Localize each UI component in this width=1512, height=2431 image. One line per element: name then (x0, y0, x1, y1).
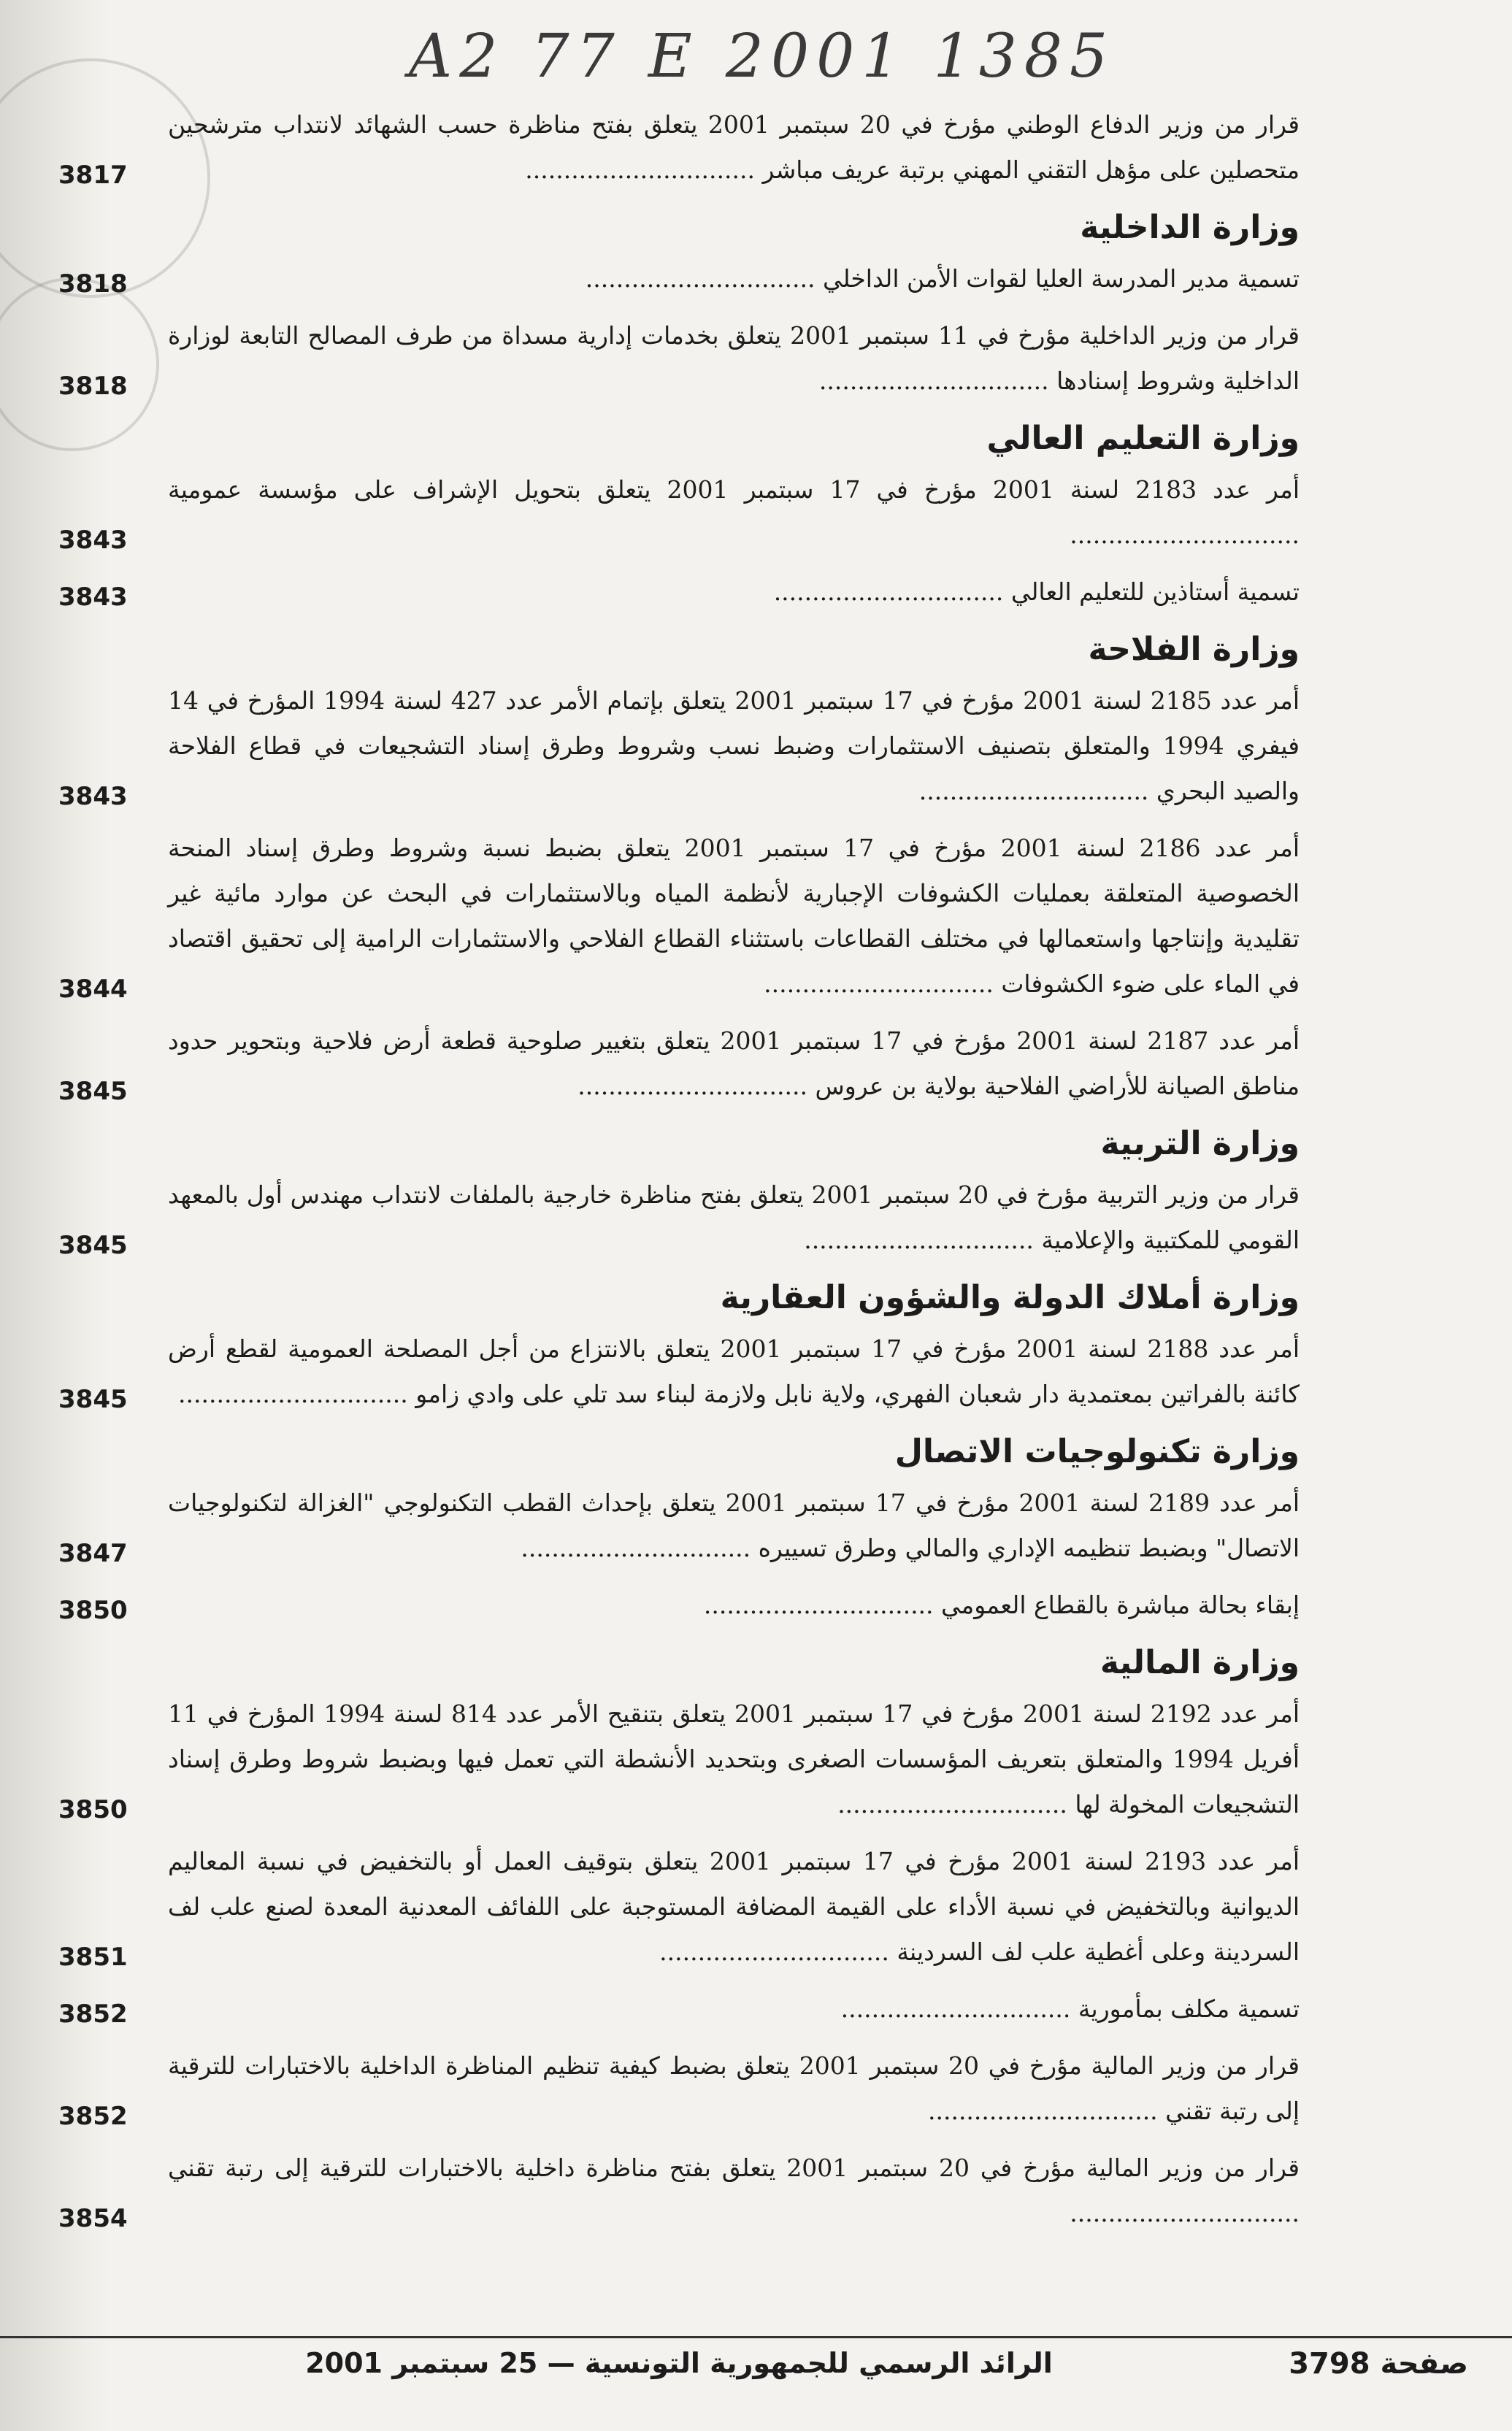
section-title: وزارة المالية (1100, 1644, 1300, 1681)
entry-text: أمر عدد 2187 لسنة 2001 مؤرخ في 17 سبتمبر 2001 يتعلق بتغيير صلوحية قطعة أرض فلاحية وبتحوير حدود مناطق الصيانة للأراضي الفلاحية بولاية بن عروس ..... (168, 1018, 1300, 1109)
entry-text: قرار من وزير التربية مؤرخ في 20 سبتمبر 2001 يتعلق بفتح مناظرة خارجية بالملفات لانتداب مهندس أول بالمعهد القومي للمكتبية والإعلامية ..... (168, 1172, 1300, 1263)
section-title: وزارة الفلاحة (1088, 631, 1300, 668)
entry-text: أمر عدد 2192 لسنة 2001 مؤرخ في 17 سبتمبر 2001 يتعلق بتنقيح الأمر عدد 814 لسنة 1994 المؤرخ في 11 أفريل 1994 والمتعلق بتعريف المؤسسات الصغرى وبتحديد الأنشطة التي تعمل فيها وبضبط شروط وطرق إسناد التشجيعات المخولة لها ..... (168, 1691, 1300, 1827)
toc-entry (58, 2043, 1300, 2134)
section-title: وزارة أملاك الدولة والشؤون العقارية (720, 1279, 1300, 1316)
section-block (58, 631, 1300, 1109)
section-title: وزارة التعليم العالي (986, 420, 1300, 457)
entry-text: إبقاء بحالة مباشرة بالقطاع العمومي ..... (168, 1583, 1300, 1628)
table-of-contents (58, 102, 1300, 2248)
entry-text: أمر عدد 2188 لسنة 2001 مؤرخ في 17 سبتمبر 2001 يتعلق بالانتزاع من أجل المصلحة العمومية لقطع أرض كائنة بالفراتين بمعتمدية دار شعبان الفهري، ولاية نابل ولازمة لبناء سد تلي على وادي زامو ..... (168, 1326, 1300, 1417)
toc-entry (58, 1986, 1300, 2032)
entry-page-number: 3818 (58, 269, 128, 299)
entry-text: قرار من وزير المالية مؤرخ في 20 سبتمبر 2001 يتعلق بفتح مناظرة داخلية بالاختبارات للترقية إلى رتبة تقني ..... (168, 2146, 1300, 2236)
page-footer (0, 2347, 1512, 2398)
toc-entry (58, 1018, 1300, 1109)
entry-text: أمر عدد 2183 لسنة 2001 مؤرخ في 17 سبتمبر 2001 يتعلق بتحويل الإشراف على مؤسسة عمومية ..... (168, 467, 1300, 558)
toc-entry (58, 467, 1300, 558)
entry-page-number: 3854 (58, 2204, 128, 2233)
section-block (58, 1433, 1300, 1628)
entry-page-number: 3851 (58, 1943, 128, 1972)
toc-entry (58, 1172, 1300, 1263)
entry-page-number: 3843 (58, 583, 128, 612)
toc-entry (58, 1583, 1300, 1628)
entry-page-number: 3847 (58, 1539, 128, 1568)
section-title: وزارة التربية (1100, 1125, 1300, 1162)
entry-page-number: 3845 (58, 1231, 128, 1260)
toc-entry (58, 1691, 1300, 1827)
entry-text: قرار من وزير المالية مؤرخ في 20 سبتمبر 2001 يتعلق بضبط كيفية تنظيم المناظرة الداخلية بالاختبارات للترقية إلى رتبة تقني ..... (168, 2043, 1300, 2134)
entry-text: قرار من وزير الداخلية مؤرخ في 11 سبتمبر 2001 يتعلق بخدمات إدارية مسداة من طرف المصالح التابعة لوزارة الداخلية وشروط إسنادها ..... (168, 313, 1300, 404)
entry-page-number: 3845 (58, 1385, 128, 1414)
toc-entry (58, 569, 1300, 615)
entry-page-number: 3845 (58, 1077, 128, 1106)
section-block (58, 209, 1300, 404)
entry-page-number: 3843 (58, 782, 128, 811)
entry-text: تسمية مكلف بمأمورية ..... (168, 1986, 1300, 2032)
toc-entry (58, 102, 1300, 193)
handwritten-reference: A2 77 E 2001 1385 (409, 22, 1116, 91)
entry-page-number: 3850 (58, 1795, 128, 1824)
entry-page-number: 3843 (58, 526, 128, 555)
toc-entry (58, 826, 1300, 1007)
section-block (58, 102, 1300, 193)
entry-page-number: 3852 (58, 2000, 128, 2029)
toc-entry (58, 256, 1300, 302)
toc-entry (58, 313, 1300, 404)
entry-text: أمر عدد 2185 لسنة 2001 مؤرخ في 17 سبتمبر 2001 يتعلق بإتمام الأمر عدد 427 لسنة 1994 المؤرخ في 14 فيفري 1994 والمتعلق بتصنيف الاستثمارات وضبط نسب وشروط وطرق إسناد التشجيعات في قطاع الفلاحة والصيد البحري ..... (168, 678, 1300, 814)
toc-entry (58, 2146, 1300, 2236)
section-title: وزارة تكنولوجيات الاتصال (894, 1433, 1300, 1470)
section-block (58, 420, 1300, 615)
entry-page-number: 3852 (58, 2102, 128, 2131)
entry-page-number: 3818 (58, 372, 128, 401)
footer-divider (0, 2336, 1512, 2338)
section-block (58, 1644, 1300, 2236)
toc-entry (58, 1481, 1300, 1571)
toc-entry (58, 1839, 1300, 1975)
footer-page-number: صفحة 3798 (1289, 2347, 1468, 2381)
footer-journal-title: الرائد الرسمي للجمهورية التونسية — 25 سبتمبر 2001 (305, 2347, 1053, 2379)
section-title: وزارة الداخلية (1080, 209, 1300, 246)
entry-page-number: 3850 (58, 1596, 128, 1625)
entry-text: قرار من وزير الدفاع الوطني مؤرخ في 20 سبتمبر 2001 يتعلق بفتح مناظرة حسب الشهائد لانتداب مترشحين متحصلين على مؤهل التقني المهني برتبة عريف مباشر ..... (168, 102, 1300, 193)
toc-entry (58, 1326, 1300, 1417)
section-block (58, 1125, 1300, 1263)
entry-text: تسمية مدير المدرسة العليا لقوات الأمن الداخلي ..... (168, 256, 1300, 302)
entry-page-number: 3844 (58, 975, 128, 1004)
entry-text: أمر عدد 2186 لسنة 2001 مؤرخ في 17 سبتمبر 2001 يتعلق بضبط نسبة وشروط وطرق إسناد المنحة الخصوصية المتعلقة بعمليات الكشوفات الإجبارية لأنظمة المياه وبالاستثمارات في البحث عن موارد مائية غير تقليدية وإنتاجها واستعمالها في مختلف القطاعات باستثناء القطاع الفلاحي والاستثمارات الرامية إلى تحقيق اقتصاد في الماء على ضوء الكشوفات ..... (168, 826, 1300, 1007)
entry-text: أمر عدد 2193 لسنة 2001 مؤرخ في 17 سبتمبر 2001 يتعلق بتوقيف العمل أو بالتخفيض في نسبة المعاليم الديوانية وبالتخفيض في نسبة الأداء على القيمة المضافة المستوجبة على اللفائف المعدنية المعدة لصنع علب لف السردينة وعلى أغطية علب لف السردينة ..... (168, 1839, 1300, 1975)
section-block (58, 1279, 1300, 1417)
entry-text: أمر عدد 2189 لسنة 2001 مؤرخ في 17 سبتمبر 2001 يتعلق بإحداث القطب التكنولوجي "الغزالة لتكنولوجيات الاتصال" وبضبط تنظيمه الإداري والمالي وطرق تسييره ..... (168, 1481, 1300, 1571)
entry-page-number: 3817 (58, 161, 128, 190)
entry-text: تسمية أستاذين للتعليم العالي ..... (168, 569, 1300, 615)
toc-entry (58, 678, 1300, 814)
